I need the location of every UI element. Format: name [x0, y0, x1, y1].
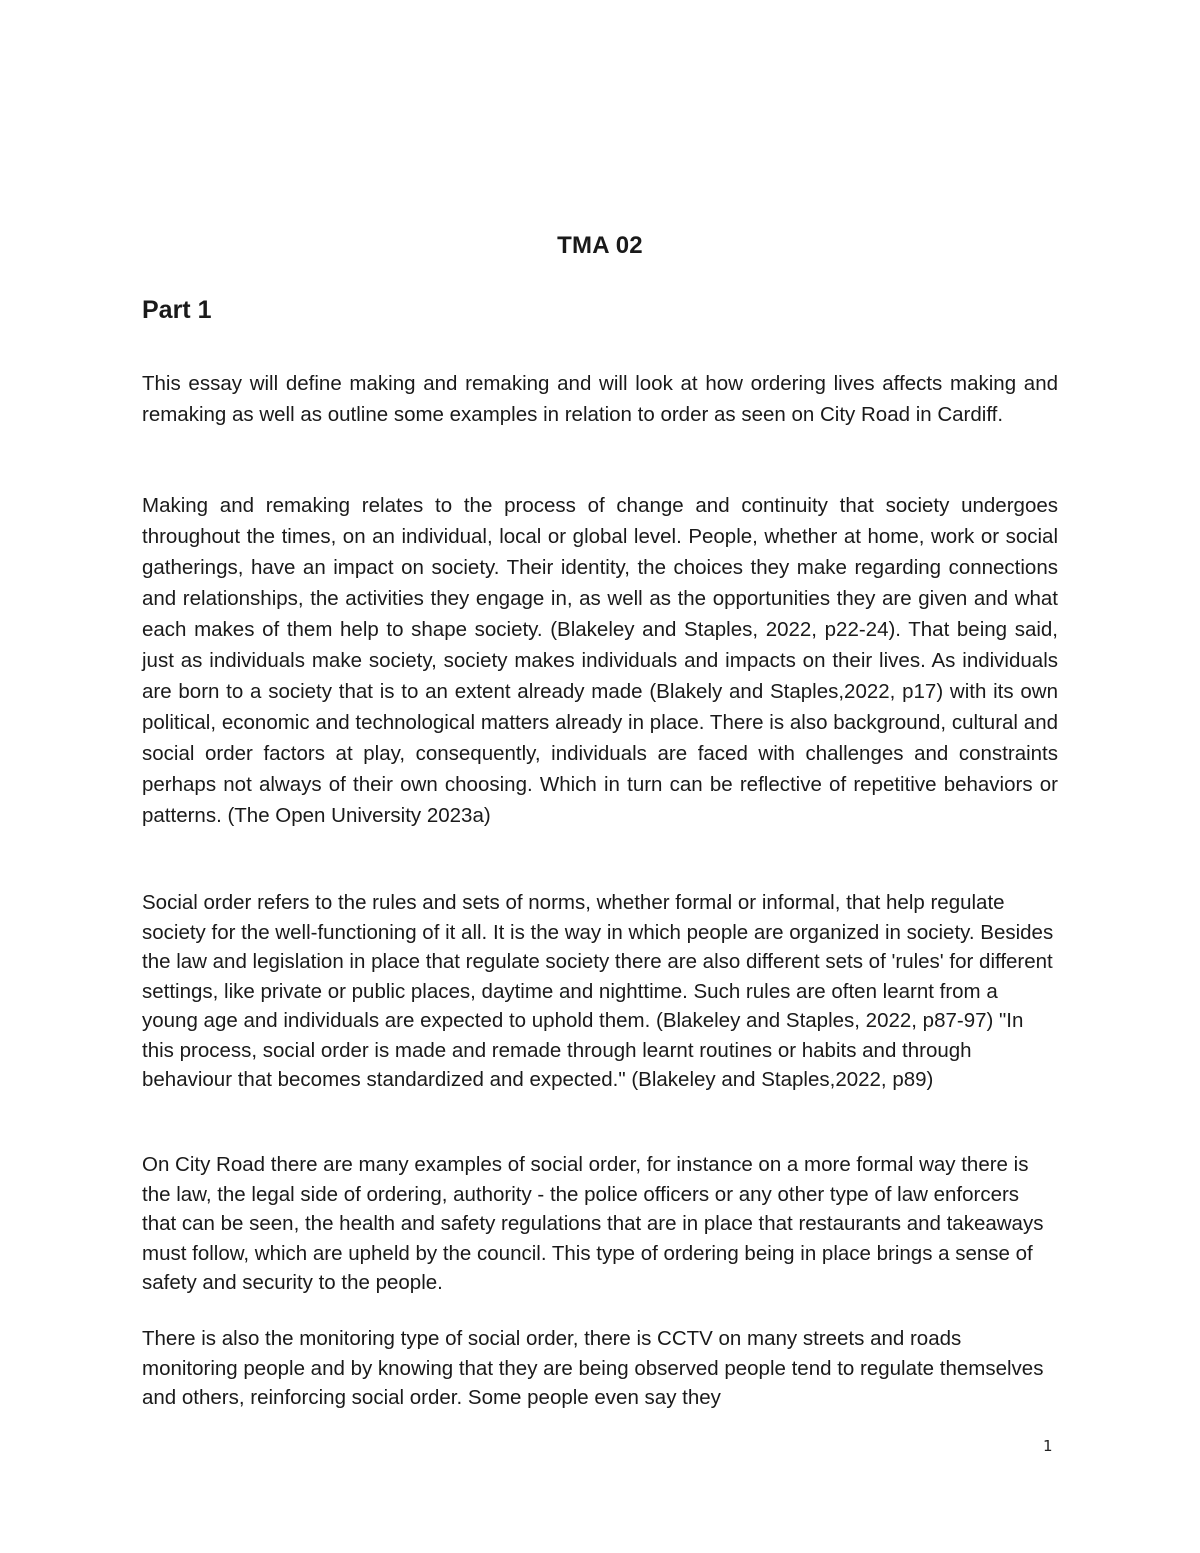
paragraph-making-remaking: Making and remaking relates to the process of change and continuity that society undergoes throughout the times, on an individual, local or global level. People, whether at home, work or social gatherings, have an impact on society. Their identity, the choices they make regarding connections and relationships, the activities they engage in, as well as the opportunities they are given and what each makes of them help to shape society. (Blakeley and Staples, 2022, p22-24). That being said, just as individuals make society, society makes individuals and impacts on their lives. As individuals are born to a society that is to an extent already made (Blakely and Staples,2022, p17) with its own political, economic and technological matters already in place. There is also background, cultural and social order factors at play, consequently, individuals are faced with challenges and constraints perhaps not always of their own choosing. Which in turn can be reflective of repetitive behaviors or patterns. (The Open University 2023a)	[142, 494, 1058, 827]
document-title: TMA 02	[557, 232, 643, 259]
page-number: 1	[1043, 1437, 1053, 1455]
paragraph-introduction: This essay will define making and remaking and will look at how ordering lives affects making and remaking as well as outline some examples in relation to order as seen on City Road in Cardiff.	[142, 372, 1058, 426]
paragraph-monitoring: There is also the monitoring type of social order, there is CCTV on many streets and roads monitoring people and by knowing that they are being observed people tend to regulate themselves and others, reinforcing social order. Some people even say they	[142, 1327, 1044, 1409]
paragraph-social-order: Social order refers to the rules and sets of norms, whether formal or informal, that help regulate society for the well-functioning of it all. It is the way in which people are organized in society. Besides the law and legislation in place that regulate society there are also different sets of 'rules' for different settings, like private or public places, daytime and nighttime. Such rules are often learnt from a young age and individuals are expected to uphold them. (Blakeley and Staples, 2022, p87-97) "In this process, social order is made and remade through learnt routines or habits and through behaviour that becomes standardized and expected." (Blakeley and Staples,2022, p89)	[142, 891, 1054, 1091]
paragraph-city-road-examples: On City Road there are many examples of social order, for instance on a more formal way there is the law, the legal side of ordering, authority - the police officers or any other type of law enforcers that can be seen, the health and safety regulations that are in place that restaurants and takeaways must follow, which are upheld by the council. This type of ordering being in place brings a sense of safety and security to the people.	[142, 1153, 1044, 1294]
section-heading: Part 1	[142, 296, 212, 324]
